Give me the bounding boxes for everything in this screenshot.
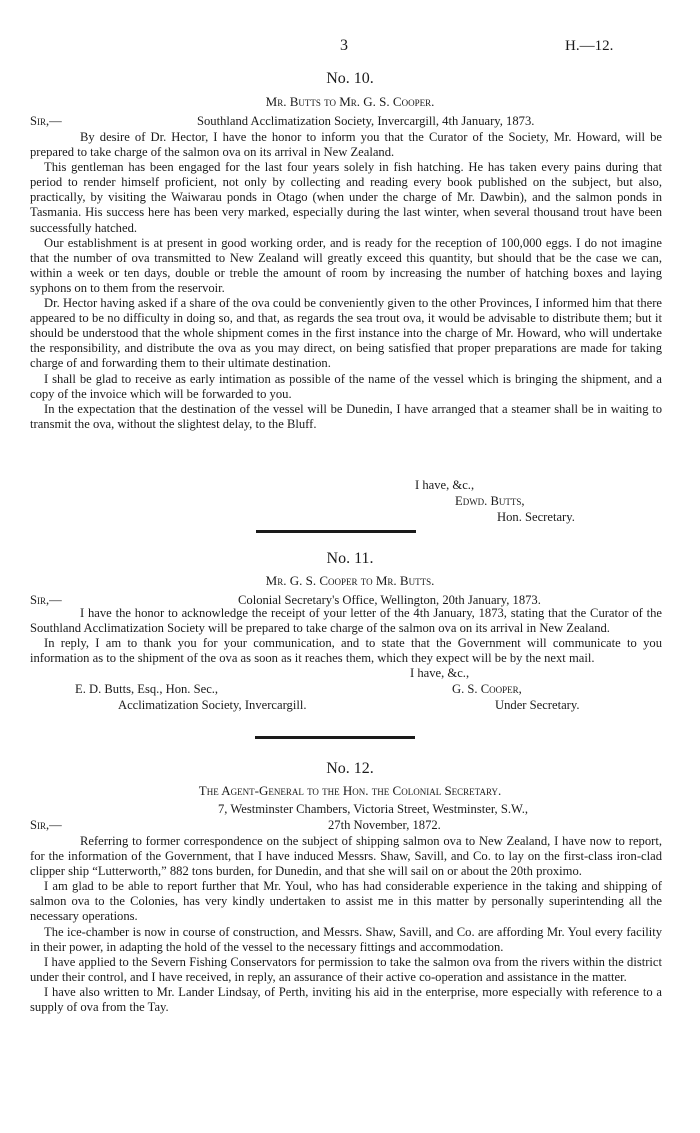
letter-10-title: Hon. Secretary. [497, 510, 575, 524]
letter-12-paragraph: The ice-chamber is now in course of construction, and Messrs. Shaw, Savill, and Co. are affording Mr. Youl every facility in their power, in adapting the hold of the vessel to the necessary fittings and accommodation. [30, 924, 662, 954]
letter-10-address: Southland Acclimatization Society, Invercargill, 4th January, 1873. [197, 114, 535, 128]
letter-11-paragraph: In reply, I am to thank you for your communication, and to state that the Government will communicate to you information as to the shipment of the ova as soon as it reaches them, which they expect will be by the next mail. [30, 636, 662, 666]
letter-10-paragraph: I shall be glad to receive as early intimation as possible of the name of the vessel which is bringing the shipment, and a copy of the invoice which will be forwarded to you. [30, 371, 662, 401]
letter-12-from-to: The Agent-General to the Hon. the Colonial Secretary. [198, 783, 502, 798]
letter-12-salutation: Sir,— [30, 818, 62, 832]
letter-12-paragraph: Referring to former correspondence on the subject of shipping salmon ova to New Zealand, I have now to report, for the information of the Government, that I have induced Messrs. Shaw, Savill, and Co. to lay on the first-class iron-clad clipper ship “Lutterworth,” 882 tons burden, for Dunedin, and that she will sail on or about the 20th proximo. [30, 834, 662, 879]
letter-12-body [30, 834, 662, 1015]
letter-11-recipient: E. D. Butts, Esq., Hon. Sec., [75, 682, 219, 696]
letter-10-paragraph: By desire of Dr. Hector, I have the honor to inform you that the Curator of the Society, Mr. Howard, will be prepared to take charge of the salmon ova on its arrival in New Zealand. [30, 130, 662, 160]
letter-11-closing: I have, &c., [410, 666, 470, 680]
letter-10-salutation: Sir,— [30, 114, 62, 128]
letter-12-number: No. 12. [326, 760, 374, 777]
letter-10-closing: I have, &c., [415, 478, 475, 492]
document-reference: H.—12. [565, 38, 614, 54]
letter-12-date: 27th November, 1872. [328, 818, 441, 832]
section-divider [255, 736, 415, 739]
letter-11-salutation: Sir,— [30, 593, 62, 607]
letter-11-recipient-society: Acclimatization Society, Invercargill. [118, 698, 307, 712]
letter-11-from-to: Mr. G. S. Cooper to Mr. Butts. [265, 573, 435, 588]
letter-11-address: Colonial Secretary's Office, Wellington, 20th January, 1873. [238, 593, 541, 607]
letter-12-paragraph: I am glad to be able to report further that Mr. Youl, who has had considerable experience in the taking and shipping of salmon ova to the Colonies, has very kindly undertaken to assist me in this matter by personally superintending all the necessary operations. [30, 879, 662, 924]
section-divider [256, 530, 416, 533]
letter-12-paragraph: I have applied to the Severn Fishing Conservators for permission to take the salmon ova from the rivers within the district under their control, and I have received, in reply, an assurance of their active co-operation and assistance in the matter. [30, 954, 662, 984]
page-number: 3 [340, 37, 348, 54]
letter-10-from-to: Mr. Butts to Mr. G. S. Cooper. [265, 94, 435, 109]
letter-10-paragraph: This gentleman has been engaged for the last four years solely in fish hatching. He has taken every pains during that period to render himself proficient, not only by collecting and reading every book published on the subject, but also, practically, by visiting the Waiwarau ponds in Otago (when under the charge of Mr. Dawbin), and the salmon ponds in Tasmania. His success here has been very marked, especially during the last winter, when several thousand trout have been successfully hatched. [30, 160, 662, 235]
letter-10-signature: Edwd. Butts, [455, 494, 525, 508]
letter-11-title: Under Secretary. [495, 698, 580, 712]
letter-12-address: 7, Westminster Chambers, Victoria Street, Westminster, S.W., [218, 802, 529, 816]
letter-12-paragraph: I have also written to Mr. Lander Lindsay, of Perth, inviting his aid in the enterprise, more especially with reference to a supply of ova from the Tay. [30, 984, 662, 1015]
letter-10-paragraph: In the expectation that the destination of the vessel will be Dunedin, I have arranged that a steamer shall be in waiting to transmit the ova, without the slightest delay, to the Bluff. [30, 401, 662, 431]
letter-11-signature: G. S. Cooper, [452, 682, 522, 696]
letter-11-body [30, 606, 662, 666]
letter-11-paragraph: I have the honor to acknowledge the receipt of your letter of the 4th January, 1873, stating that the Curator of the Southland Acclimatization Society will be prepared to take charge of the salmon ova on its arrival in New Zealand. [30, 606, 662, 636]
letter-10-number: No. 10. [326, 70, 374, 87]
letter-10-body [30, 130, 662, 432]
letter-11-number: No. 11. [326, 550, 374, 567]
letter-10-paragraph: Our establishment is at present in good working order, and is ready for the reception of 100,000 eggs. I do not imagine that the number of ova transmitted to New Zealand will greatly exceed this quantity, but should that be the case we can, within a week or ten days, double or treble the amount of room by increasing the number of hatching boxes and laying syphons on to them from the reservoir. [30, 235, 662, 295]
letter-10-paragraph: Dr. Hector having asked if a share of the ova could be conveniently given to the other Provinces, I informed him that there appeared to be no difficulty in doing so, and that, as regards the sea trout ova, it would be advisable to distribute them; but it should be understood that the whole shipment comes in the first instance into the charge of Mr. Howard, who will undertake the responsibility, and distribute the ova as you may direct, on being satisfied that proper preparations are made for taking charge of and forwarding them to their ultimate destination. [30, 296, 662, 371]
